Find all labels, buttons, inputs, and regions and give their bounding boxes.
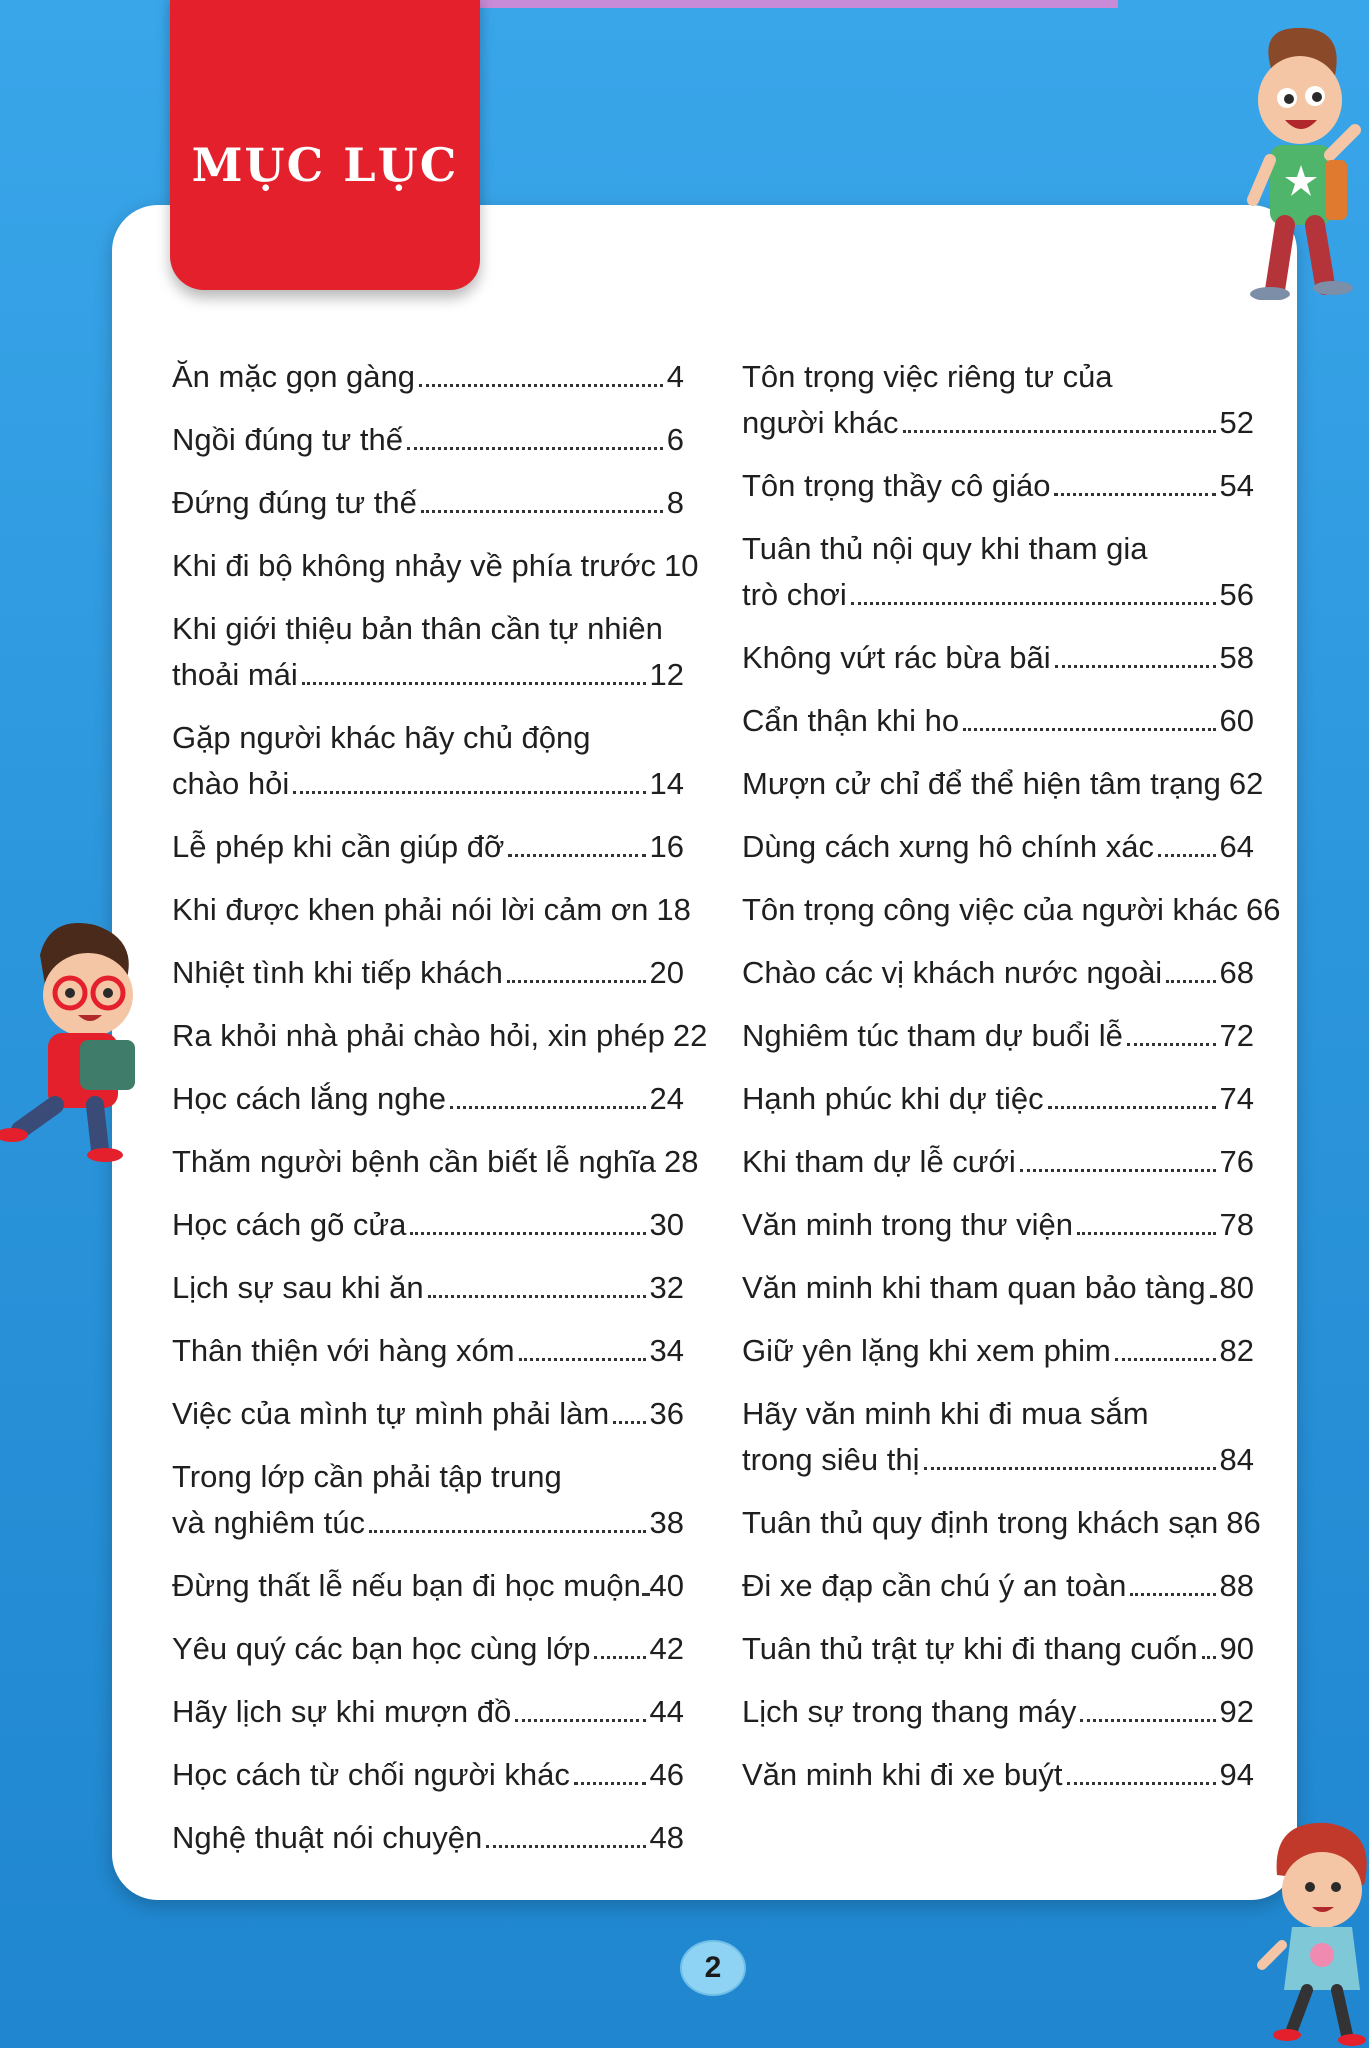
toc-entry [172,417,684,463]
toc-entry-title: Ăn mặc gọn gàng [172,359,416,394]
toc-entry-title: Thân thiện với hàng xóm [172,1333,515,1368]
toc-entry-title: Nhiệt tình khi tiếp khách [172,955,503,990]
toc-entry-title: Ra khỏi nhà phải chào hỏi, xin phép [172,1018,665,1053]
toc-entry [172,887,691,933]
toc-entry-title-line1: Gặp người khác hãy chủ động [172,720,591,755]
toc-entry-page: 62 [1228,766,1264,801]
toc-entry [172,1013,708,1059]
dot-leader [450,1104,645,1109]
toc-entry [172,480,684,526]
toc-entry-title: Học cách từ chối người khác [172,1757,570,1792]
toc-entry-page: 8 [666,485,684,520]
toc-entry [172,1265,684,1311]
dot-leader [410,1230,645,1235]
toc-entry-page: 52 [1219,405,1254,440]
dot-leader [302,680,646,685]
toc-entry-title: Học cách gõ cửa [172,1207,407,1242]
toc-entry [172,543,699,589]
toc-entry [172,606,684,698]
toc-entry-page: 56 [1219,577,1254,612]
toc-entry [742,1328,1254,1374]
toc-entry-title: Việc của mình tự mình phải làm [172,1396,610,1431]
dot-leader [963,726,1215,731]
toc-entry-title: trò chơi [742,577,847,612]
dot-leader [1067,1780,1216,1785]
toc-entry-page: 34 [649,1333,684,1368]
toc-entry-title: Tôn trọng thầy cô giáo [742,468,1051,503]
toc-entry-title: Tuân thủ quy định trong khách sạn [742,1505,1219,1540]
dot-leader [1202,1654,1216,1659]
toc-entry-title-line1: Khi giới thiệu bản thân cần tự nhiên [172,611,663,646]
top-decor-strip [418,0,1118,8]
toc-entry-page: 42 [649,1631,684,1666]
toc-entry-page: 12 [649,657,684,692]
toc-entry-page: 82 [1219,1333,1254,1368]
toc-entry-page: 10 [663,548,699,583]
dot-leader [507,978,646,983]
toc-entry [742,761,1264,807]
toc-entry [172,950,684,996]
dot-leader [851,600,1216,605]
toc-entry [172,1202,684,1248]
dot-leader [1210,1293,1216,1298]
dot-leader [407,445,663,450]
toc-entry [172,1563,684,1609]
dot-leader [421,508,663,513]
toc-entry-title-line1: Tôn trọng việc riêng tư của [742,359,1113,394]
toc-entry-page: 86 [1226,1505,1261,1540]
toc-entry-page: 38 [649,1505,684,1540]
toc-entry-title: Ngồi đúng tư thế [172,422,404,457]
dot-leader [486,1843,645,1848]
toc-entry [172,1139,699,1185]
toc-entry-title: Văn minh trong thư viện [742,1207,1073,1242]
toc-entry-title: Hạnh phúc khi dự tiệc [742,1081,1044,1116]
toc-entry-page: 44 [649,1694,684,1729]
dot-leader [594,1654,645,1659]
toc-entry-page: 58 [1219,640,1254,675]
toc-entry-page: 80 [1219,1270,1254,1305]
toc-entry-page: 6 [666,422,684,457]
dot-leader [645,1591,646,1596]
toc-entry-title: Dùng cách xưng hô chính xác [742,829,1154,864]
toc-entry-page: 40 [649,1568,684,1603]
toc-entry-page: 92 [1219,1694,1254,1729]
dot-leader [903,428,1216,433]
toc-entry [742,1500,1261,1546]
toc-entry-page: 36 [649,1396,684,1431]
toc-entry [172,354,684,400]
toc-entry-page: 64 [1219,829,1254,864]
toc-entry-title: Nghệ thuật nói chuyện [172,1820,483,1855]
toc-entry-title: trong siêu thị [742,1442,920,1477]
toc-entry-page: 28 [664,1144,699,1179]
toc-entry-page: 74 [1219,1081,1254,1116]
toc-entry [742,354,1254,446]
toc-entry-title: người khác [742,405,899,440]
toc-entry-page: 24 [649,1081,684,1116]
dot-leader [1115,1356,1216,1361]
title-tab [170,0,480,290]
toc-entry-title: Văn minh khi đi xe buýt [742,1757,1063,1792]
dot-leader [508,852,645,857]
toc-entry [742,1139,1254,1185]
toc-entry [172,1076,684,1122]
dot-leader [924,1465,1216,1470]
toc-entry-page: 30 [649,1207,684,1242]
dot-leader [519,1356,646,1361]
dot-leader [1130,1591,1215,1596]
toc-entry [172,1454,684,1546]
dot-leader [1054,491,1215,496]
dot-leader [369,1528,646,1533]
toc-entry-page: 60 [1219,703,1254,738]
toc-entry-title: Lịch sự trong thang máy [742,1694,1077,1729]
dot-leader [419,382,663,387]
toc-entry-title: Không vứt rác bừa bãi [742,640,1051,675]
toc-entry [742,1626,1254,1672]
toc-entry-title: Cẩn thận khi ho [742,703,960,738]
toc-entry-title: Mượn cử chỉ để thể hiện tâm trạng [742,766,1221,801]
toc-entry [172,1815,684,1861]
toc-entry [742,1202,1254,1248]
boy-waving-illustration [1215,20,1365,300]
toc-entry-title: Hãy lịch sự khi mượn đồ [172,1694,512,1729]
toc-entry-title: Khi được khen phải nói lời cảm ơn [172,892,649,927]
dot-leader [1166,978,1215,983]
toc-entry-title: chào hỏi [172,766,290,801]
toc-entry [742,1752,1254,1798]
toc-entry [172,1328,684,1374]
dot-leader [293,789,645,794]
toc-entry-title: Đừng thất lễ nếu bạn đi học muộn [172,1568,641,1603]
toc-entry-page: 72 [1219,1018,1254,1053]
toc-entry-page: 20 [649,955,684,990]
toc-entry-title: Văn minh khi tham quan bảo tàng [742,1270,1206,1305]
toc-entry-page: 22 [672,1018,708,1053]
toc-entry-page: 54 [1219,468,1254,503]
toc-entry [742,1013,1254,1059]
dot-leader [1158,852,1216,857]
page-title: MỤC LỤC [191,138,459,192]
toc-entry-title-line1: Hãy văn minh khi đi mua sắm [742,1396,1149,1431]
toc-entry [742,1076,1254,1122]
toc-entry-title: Giữ yên lặng khi xem phim [742,1333,1111,1368]
toc-entry-title: Đi xe đạp cần chú ý an toàn [742,1568,1127,1603]
toc-entry [742,635,1254,681]
dot-leader [574,1780,646,1785]
dot-leader [1080,1717,1215,1722]
toc-entry [172,824,684,870]
toc-entry-page: 94 [1219,1757,1254,1792]
toc-entry-page: 16 [649,829,684,864]
page-number-badge: 2 [680,1940,746,1996]
toc-entry [742,463,1254,509]
dot-leader [1055,663,1216,668]
toc-entry-page: 32 [649,1270,684,1305]
toc-entry [172,1391,684,1437]
toc-entry-title: Học cách lắng nghe [172,1081,447,1116]
dot-leader [515,1717,645,1722]
toc-entry [742,526,1254,618]
toc-entry-title-line1: Trong lớp cần phải tập trung [172,1459,562,1494]
toc-entry-page: 4 [666,359,684,394]
toc-entry [742,1689,1254,1735]
dot-leader [613,1419,645,1424]
toc-entry-page: 66 [1246,892,1281,927]
toc-entry-title: Chào các vị khách nước ngoài [742,955,1163,990]
toc-entry-page: 18 [656,892,691,927]
toc-entry-page: 90 [1219,1631,1254,1666]
toc-entry [172,1752,684,1798]
toc-entry-title: Khi tham dự lễ cưới [742,1144,1016,1179]
dot-leader [1048,1104,1216,1109]
toc-entry-page: 46 [649,1757,684,1792]
toc-entry [742,824,1254,870]
toc-entry [742,1265,1254,1311]
toc-entry [742,950,1254,996]
toc-entry [742,698,1254,744]
toc-entry-page: 78 [1219,1207,1254,1242]
toc-entry [172,1689,684,1735]
toc-entry-page: 68 [1219,955,1254,990]
toc-entry-page: 84 [1219,1442,1254,1477]
toc-entry-title-line1: Tuân thủ nội quy khi tham gia [742,531,1148,566]
toc-entry-title: Yêu quý các bạn học cùng lớp [172,1631,591,1666]
toc-entry [742,887,1281,933]
toc-entry-title: Thăm người bệnh cần biết lễ nghĩa [172,1144,656,1179]
toc-entry-page: 88 [1219,1568,1254,1603]
toc-entry-title: và nghiêm túc [172,1505,365,1540]
dot-leader [1127,1041,1216,1046]
dot-leader [1020,1167,1216,1172]
toc-entry-title: Nghiêm túc tham dự buổi lễ [742,1018,1123,1053]
toc-entry-title: Lịch sự sau khi ăn [172,1270,424,1305]
toc-entry [172,715,684,807]
boy-glasses-illustration [0,915,150,1165]
toc-entry [742,1563,1254,1609]
toc-entry-title: Tôn trọng công việc của người khác [742,892,1239,927]
toc-entry-title: Tuân thủ trật tự khi đi thang cuốn [742,1631,1198,1666]
toc-entry-title: Lễ phép khi cần giúp đỡ [172,829,505,864]
toc-entry-title: thoải mái [172,657,298,692]
toc-entry-page: 14 [649,766,684,801]
toc-right-column [742,354,1281,1815]
toc-entry [172,1626,684,1672]
toc-entry-title: Khi đi bộ không nhảy về phía trước [172,548,656,583]
toc-left-column [172,354,708,1878]
girl-illustration [1252,1815,1369,2048]
dot-leader [428,1293,646,1298]
toc-entry-title: Đứng đúng tư thế [172,485,417,520]
toc-entry [742,1391,1254,1483]
toc-entry-page: 76 [1219,1144,1254,1179]
toc-entry-page: 48 [649,1820,684,1855]
dot-leader [1077,1230,1216,1235]
